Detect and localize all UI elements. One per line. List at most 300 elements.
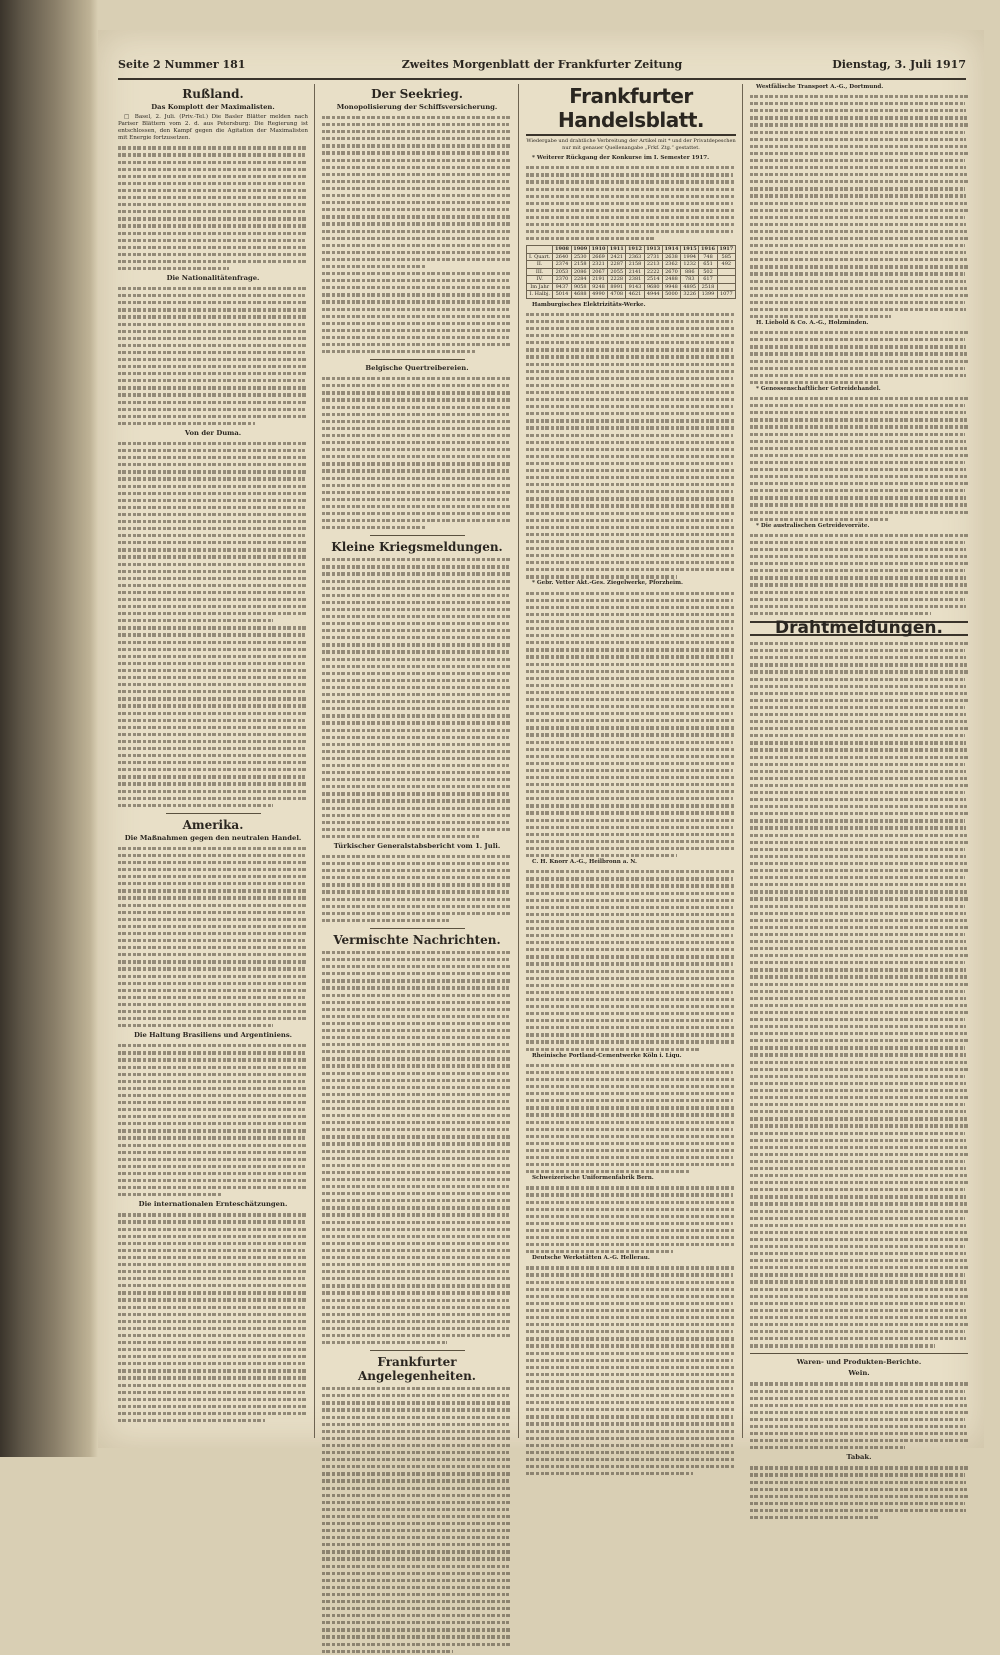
text-line — [750, 1016, 968, 1023]
text-line — [322, 1392, 512, 1399]
text-line — [118, 1410, 308, 1417]
column-1 — [118, 84, 308, 1440]
text-line — [118, 894, 308, 901]
text-line — [118, 1261, 308, 1268]
table-cell: 2321 — [589, 261, 607, 269]
text-line — [118, 285, 308, 292]
text-line — [750, 1030, 968, 1037]
text-line — [526, 817, 736, 824]
text-line — [118, 987, 308, 994]
text-line — [750, 431, 968, 438]
text-line — [526, 904, 736, 911]
text-line — [322, 1041, 512, 1048]
text-line — [118, 447, 308, 454]
text-line — [750, 539, 968, 546]
table-cell: 1232 — [681, 261, 699, 269]
article-title-nationalitaeten: Die Nationalitätenfrage. — [166, 274, 260, 283]
text-line — [322, 1133, 512, 1140]
text-line — [322, 1591, 512, 1598]
table-cell — [717, 268, 735, 276]
text-line — [118, 306, 308, 313]
table-row — [527, 261, 736, 269]
text-line — [750, 1122, 968, 1129]
body-text-block — [118, 285, 308, 427]
text-line — [322, 1577, 512, 1584]
text-line — [526, 753, 736, 760]
table-cell: 2067 — [589, 268, 607, 276]
table-header-cell: 1911 — [608, 246, 626, 254]
text-line — [750, 739, 968, 746]
text-line — [750, 249, 968, 256]
table-cell: 1399 — [699, 291, 717, 299]
text-line — [750, 803, 968, 810]
section-title-angelegenheiten: Frankfurter Angelegenheiten. — [357, 1355, 476, 1384]
table-cell: 9143 — [626, 283, 644, 291]
text-line — [526, 171, 736, 178]
text-line — [118, 681, 308, 688]
text-line — [750, 1250, 968, 1257]
text-line — [526, 1286, 736, 1293]
text-line — [322, 956, 512, 963]
text-line — [322, 1126, 512, 1133]
text-line — [118, 208, 308, 215]
text-line — [118, 1008, 308, 1015]
text-line — [526, 1083, 736, 1090]
article-title-genossenschaft: * Genossenschaftlicher Getreidehandel. — [756, 385, 881, 392]
table-header-cell: 1910 — [589, 246, 607, 254]
text-line — [322, 213, 512, 220]
article-paragraph: □ Basel, 2. Juli. (Priv.-Tel.) Die Basler Blätter melden nach Pariser Blättern vom 2. d. aus Petersburg: Die Regierung ist entschlossen, den Kampf gegen die Agitation der Maximalisten mit Energie fortzusetzen. — [118, 114, 308, 142]
text-line — [750, 143, 968, 150]
text-line — [750, 1193, 968, 1200]
text-line — [526, 868, 736, 875]
text-line — [322, 1311, 512, 1318]
text-line — [118, 1254, 308, 1261]
text-line — [750, 1300, 968, 1307]
text-line — [526, 1199, 736, 1206]
table-body — [527, 253, 736, 298]
text-line — [750, 473, 968, 480]
text-line — [322, 992, 512, 999]
text-line — [750, 1186, 968, 1193]
text-line — [750, 697, 968, 704]
text-line — [526, 1321, 736, 1328]
text-line — [526, 410, 736, 417]
text-line — [526, 453, 736, 460]
text-line — [526, 235, 736, 242]
text-line — [750, 640, 968, 647]
text-line — [118, 222, 308, 229]
text-line — [750, 306, 968, 313]
text-line — [322, 963, 512, 970]
text-line — [750, 129, 968, 136]
text-line — [322, 1633, 512, 1640]
text-line — [526, 1463, 736, 1470]
text-line — [750, 1271, 968, 1278]
text-line — [526, 311, 736, 318]
text-line — [322, 1006, 512, 1013]
text-line — [118, 639, 308, 646]
text-line — [118, 553, 308, 560]
body-text-block — [750, 1464, 968, 1521]
table-cell: I. Halbj. — [527, 291, 553, 299]
text-line — [526, 1335, 736, 1342]
text-line — [118, 1396, 308, 1403]
text-line — [322, 1513, 512, 1520]
text-line — [526, 639, 736, 646]
text-line — [322, 1399, 512, 1406]
table-cell: 2374 — [553, 261, 571, 269]
text-line — [750, 459, 968, 466]
text-line — [118, 1382, 308, 1389]
text-line — [526, 875, 736, 882]
text-line — [526, 1385, 736, 1392]
text-line — [118, 631, 308, 638]
text-line — [750, 1165, 968, 1172]
text-line — [322, 1048, 512, 1055]
text-line — [750, 1144, 968, 1151]
text-line — [750, 668, 968, 675]
text-line — [526, 200, 736, 207]
text-line — [526, 739, 736, 746]
text-line — [322, 578, 512, 585]
text-line — [322, 1612, 512, 1619]
text-line — [750, 178, 968, 185]
body-text-block — [526, 164, 736, 242]
text-line — [322, 341, 512, 348]
text-line — [322, 949, 512, 956]
text-line — [118, 1275, 308, 1282]
text-line — [322, 1428, 512, 1435]
text-line — [118, 603, 308, 610]
text-line — [526, 717, 736, 724]
text-line — [118, 880, 308, 887]
text-line — [750, 350, 968, 357]
text-line — [750, 329, 968, 336]
text-line — [118, 546, 308, 553]
text-line — [322, 819, 512, 826]
text-line — [118, 230, 308, 237]
text-line — [750, 1229, 968, 1236]
text-line — [322, 1247, 512, 1254]
text-line — [750, 917, 968, 924]
text-line — [526, 318, 736, 325]
text-line — [118, 194, 308, 201]
text-line — [750, 1380, 968, 1387]
table-cell: 2370 — [553, 276, 571, 284]
text-line — [322, 1275, 512, 1282]
text-line — [526, 668, 736, 675]
text-line — [322, 712, 512, 719]
text-line — [526, 682, 736, 689]
table-cell: 2514 — [644, 276, 662, 284]
table-cell: 2381 — [626, 276, 644, 284]
text-line — [118, 313, 308, 320]
table-cell — [717, 276, 735, 284]
column-rule — [518, 84, 519, 1438]
text-line — [118, 363, 308, 370]
text-line — [526, 1371, 736, 1378]
text-line — [118, 1318, 308, 1325]
text-line — [118, 321, 308, 328]
text-line — [322, 1197, 512, 1204]
text-line — [750, 711, 968, 718]
text-line — [526, 1227, 736, 1234]
text-line — [526, 1279, 736, 1286]
article-title-duma: Von der Duma. — [184, 428, 242, 437]
table-cell: 886 — [681, 268, 699, 276]
text-line — [526, 1038, 736, 1045]
text-line — [750, 1416, 968, 1423]
text-line — [750, 1044, 968, 1051]
text-line — [118, 356, 308, 363]
text-line — [526, 1357, 736, 1364]
body-text-block — [322, 1385, 512, 1655]
text-line — [750, 1080, 968, 1087]
text-line — [322, 404, 512, 411]
table-cell: 2669 — [589, 253, 607, 261]
text-line — [322, 334, 512, 341]
text-line — [750, 1115, 968, 1122]
text-line — [118, 335, 308, 342]
text-line — [526, 911, 736, 918]
text-line — [526, 396, 736, 403]
text-line — [322, 1020, 512, 1027]
text-line — [118, 461, 308, 468]
text-line — [322, 592, 512, 599]
text-line — [118, 795, 308, 802]
text-line — [526, 1241, 736, 1248]
text-line — [118, 688, 308, 695]
text-line — [750, 796, 968, 803]
text-line — [118, 1332, 308, 1339]
text-line — [750, 1236, 968, 1243]
article-title-konkurse: * Weiterer Rückgang der Konkurse im I. Semester 1917. — [532, 155, 710, 162]
text-line — [322, 411, 512, 418]
text-line — [118, 873, 308, 880]
text-line — [322, 270, 512, 277]
table-cell: 2363 — [626, 253, 644, 261]
table-cell: 2518 — [699, 283, 717, 291]
text-line — [750, 1507, 968, 1514]
text-line — [750, 1066, 968, 1073]
text-line — [322, 970, 512, 977]
text-line — [750, 452, 968, 459]
table-row — [527, 283, 736, 291]
divider — [370, 928, 465, 929]
text-line — [322, 249, 512, 256]
text-line — [118, 518, 308, 525]
text-line — [118, 773, 308, 780]
body-text-block — [118, 1042, 308, 1198]
text-line — [750, 810, 968, 817]
table-cell: 4708 — [608, 291, 626, 299]
body-text-block — [118, 144, 308, 272]
table-cell: 4990 — [589, 291, 607, 299]
text-line — [750, 1264, 968, 1271]
text-line — [322, 1034, 512, 1041]
text-line — [118, 802, 308, 809]
table-cell: 585 — [717, 253, 735, 261]
text-line — [750, 292, 968, 299]
text-line — [526, 1248, 736, 1255]
table-header-cell: 1914 — [662, 246, 680, 254]
text-line — [750, 516, 968, 523]
text-line — [118, 731, 308, 738]
text-line — [750, 761, 968, 768]
text-line — [750, 1493, 968, 1500]
text-line — [322, 1598, 512, 1605]
text-line — [322, 606, 512, 613]
text-line — [750, 263, 968, 270]
text-line — [526, 982, 736, 989]
text-line — [526, 625, 736, 632]
text-line — [750, 589, 968, 596]
text-line — [526, 1406, 736, 1413]
text-line — [750, 732, 968, 739]
body-text-block — [750, 395, 968, 523]
text-line — [322, 157, 512, 164]
text-line — [526, 488, 736, 495]
text-line — [750, 1395, 968, 1402]
text-line — [526, 510, 736, 517]
text-line — [118, 1113, 308, 1120]
text-line — [750, 416, 968, 423]
text-line — [118, 1417, 308, 1424]
table-cell: 2421 — [608, 253, 626, 261]
text-line — [118, 965, 308, 972]
text-line — [322, 663, 512, 670]
text-line — [118, 624, 308, 631]
text-line — [750, 1073, 968, 1080]
text-line — [322, 1169, 512, 1176]
text-line — [526, 724, 736, 731]
text-line — [750, 1243, 968, 1250]
table-cell: 2488 — [662, 276, 680, 284]
text-line — [526, 932, 736, 939]
text-line — [750, 1444, 968, 1451]
text-line — [526, 353, 736, 360]
article-title-liebold: H. Liebold & Co. A.-G., Holzminden. — [756, 320, 869, 327]
body-text-block — [322, 949, 512, 1346]
text-line — [322, 896, 512, 903]
table-cell: 2053 — [553, 268, 571, 276]
text-line — [750, 150, 968, 157]
text-line — [322, 327, 512, 334]
body-text-block — [118, 845, 308, 1029]
text-line — [322, 570, 512, 577]
text-line — [322, 1470, 512, 1477]
text-line — [526, 989, 736, 996]
text-line — [526, 538, 736, 545]
text-line — [118, 1078, 308, 1085]
text-line — [526, 1307, 736, 1314]
text-line — [322, 1297, 512, 1304]
text-line — [322, 1055, 512, 1062]
text-line — [118, 483, 308, 490]
section-title-vermischte: Vermischte Nachrichten. — [333, 932, 501, 947]
text-line — [750, 824, 968, 831]
text-line — [750, 553, 968, 560]
text-line — [118, 1247, 308, 1254]
text-line — [750, 546, 968, 553]
text-line — [526, 1328, 736, 1335]
text-line — [118, 1142, 308, 1149]
text-line — [526, 1010, 736, 1017]
article-title-knorr: C. H. Knorr A.-G., Heilbronn a. N. — [532, 859, 637, 866]
text-line — [526, 852, 736, 859]
text-line — [750, 100, 968, 107]
text-line — [322, 719, 512, 726]
text-line — [526, 824, 736, 831]
table-cell: 4621 — [626, 291, 644, 299]
text-line — [526, 1350, 736, 1357]
table-cell: 2055 — [608, 268, 626, 276]
text-line — [750, 1342, 968, 1349]
table-cell: 4895 — [681, 283, 699, 291]
text-line — [750, 136, 968, 143]
text-line — [750, 1514, 968, 1521]
text-line — [118, 151, 308, 158]
text-line — [526, 696, 736, 703]
text-line — [322, 467, 512, 474]
column-3 — [526, 84, 736, 1440]
text-line — [750, 466, 968, 473]
text-line — [526, 221, 736, 228]
text-line — [526, 403, 736, 410]
text-line — [118, 1156, 308, 1163]
text-line — [750, 1286, 968, 1293]
text-line — [322, 741, 512, 748]
text-line — [118, 1056, 308, 1063]
text-line — [750, 1307, 968, 1314]
text-line — [118, 951, 308, 958]
text-line — [118, 973, 308, 980]
text-line — [322, 833, 512, 840]
text-line — [118, 1064, 308, 1071]
text-line — [750, 1051, 968, 1058]
text-line — [526, 1456, 736, 1463]
text-line — [118, 370, 308, 377]
text-line — [750, 1321, 968, 1328]
text-line — [750, 114, 968, 121]
text-line — [750, 1430, 968, 1437]
text-line — [750, 299, 968, 306]
text-line — [322, 1140, 512, 1147]
table-cell: 9058 — [571, 283, 589, 291]
text-line — [322, 1584, 512, 1591]
text-line — [322, 171, 512, 178]
text-line — [118, 745, 308, 752]
text-line — [750, 1037, 968, 1044]
article-title-wein: Wein. — [848, 1369, 870, 1378]
text-line — [118, 1022, 308, 1029]
text-line — [526, 975, 736, 982]
text-line — [750, 966, 968, 973]
text-line — [118, 660, 308, 667]
text-line — [322, 263, 512, 270]
text-line — [750, 200, 968, 207]
text-line — [118, 589, 308, 596]
table-cell: 4944 — [644, 291, 662, 299]
text-line — [750, 603, 968, 610]
body-text-block — [750, 640, 968, 1349]
text-line — [322, 1506, 512, 1513]
text-line — [526, 228, 736, 235]
text-line — [322, 620, 512, 627]
text-line — [750, 931, 968, 938]
binding-gutter — [0, 0, 98, 1457]
